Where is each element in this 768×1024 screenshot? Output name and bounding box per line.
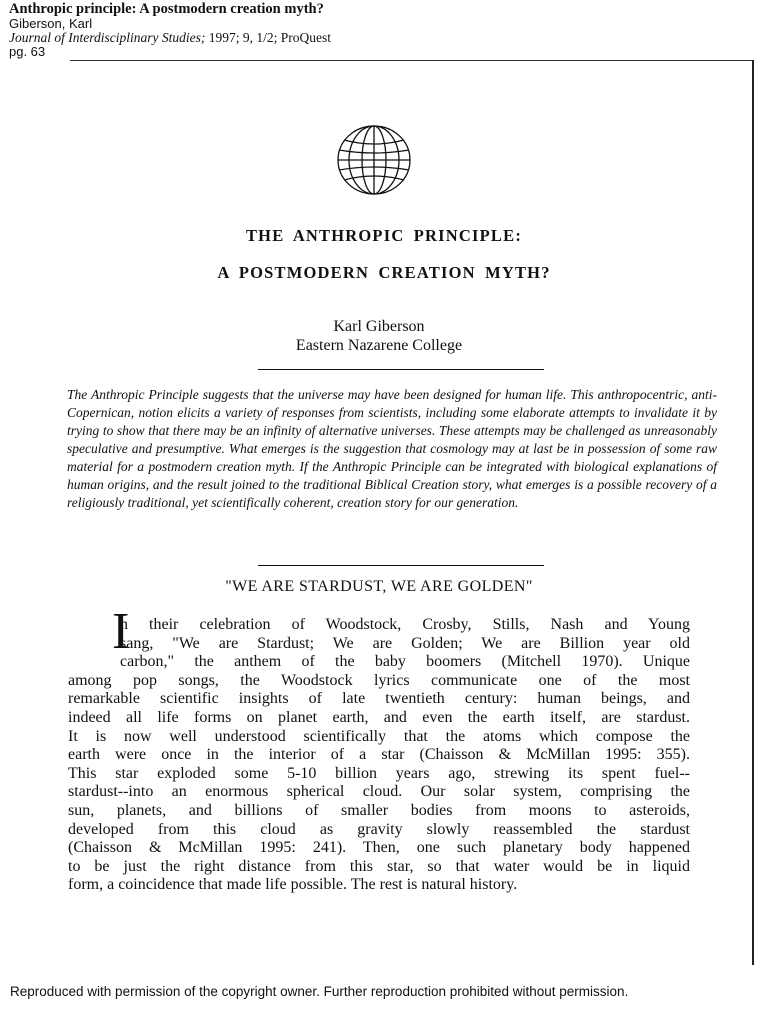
body-line: form, a coincidence that made life possible. The rest is natural history. [68,876,518,894]
body-line: among pop songs, the Woodstock lyrics communicate one of the most [68,671,690,689]
abstract: The Anthropic Principle suggests that the universe may have been designed for human life. This anthropocentric, anti-Copernican, notion elicits a variety of responses from scientists, including some elaborate attempts to invalidate it by trying to show that there may be an infinity of alternative universes. These attempts may be challenged as unreasonably speculative and presumptive. What emerges is the suggestion that cosmology may at last be in possession of some raw material for a postmodern creation myth. If the Anthropic Principle can be integrated with biological explanations of human origins, and the result joined to the traditional Biblical Creation story, what emerges is a possible recovery of a religiously traditional, yet scientifically coherent, creation story for our generation. [67,387,717,510]
body-line: carbon," the anthem of the baby boomers (Mitchell 1970). Unique [120,653,690,671]
drop-cap: I [112,603,130,660]
body-line: This star exploded some 5-10 billion years ago, strewing its spent fuel-- [68,764,690,782]
page-border-right [752,60,754,965]
body-line: to be just the right distance from this star, so that water would be in liquid [68,857,690,875]
article-title-line1: THE ANTHROPIC PRINCIPLE: [245,226,523,245]
globe-icon [336,124,412,196]
citation-header [9,1,331,59]
page-border-top [70,60,753,61]
body-line: sang, "We are Stardust; We are Golden; We are Billion year old [120,634,690,652]
author-affiliation: Eastern Nazarene College [295,337,463,354]
article-title-line2: A POSTMODERN CREATION MYTH? [217,263,551,282]
section-heading: "WE ARE STARDUST, WE ARE GOLDEN" [225,578,533,595]
journal-name: Journal of Interdisciplinary Studies; [9,30,206,45]
body-line: developed from this cloud as gravity slowly reassembled the stardust [68,820,690,838]
citation-page: pg. 63 [9,44,46,59]
divider-bottom [258,565,544,566]
citation-title: Anthropic principle: A postmodern creation myth? [9,1,324,17]
copyright-footer: Reproduced with permission of the copyright owner. Further reproduction prohibited without permission. [10,984,629,999]
body-line: n their celebration of Woodstock, Crosby, Stills, Nash and Young [120,616,690,633]
citation-journal [9,31,331,45]
body-line: remarkable scientific insights of late twentieth century: human beings, and [68,690,690,708]
body-text [68,616,690,895]
body-line: earth were once in the interior of a star (Chaisson & McMillan 1995: 355). [68,746,690,764]
body-line: sun, planets, and billions of smaller bodies from moons to asteroids, [68,801,690,819]
body-line: stardust--into an enormous spherical cloud. Our solar system, comprising the [68,783,690,801]
journal-details: 1997; 9, 1/2; ProQuest [205,30,331,45]
citation-author: Giberson, Karl [9,16,93,31]
body-line: (Chaisson & McMillan 1995: 241). Then, one such planetary body happened [68,839,690,857]
author-name: Karl Giberson [333,318,425,335]
body-line: indeed all life forms on planet earth, and even the earth itself, are stardust. [68,708,690,726]
divider-top [258,369,544,370]
body-line: It is now well understood scientifically that the atoms which compose the [68,727,690,745]
